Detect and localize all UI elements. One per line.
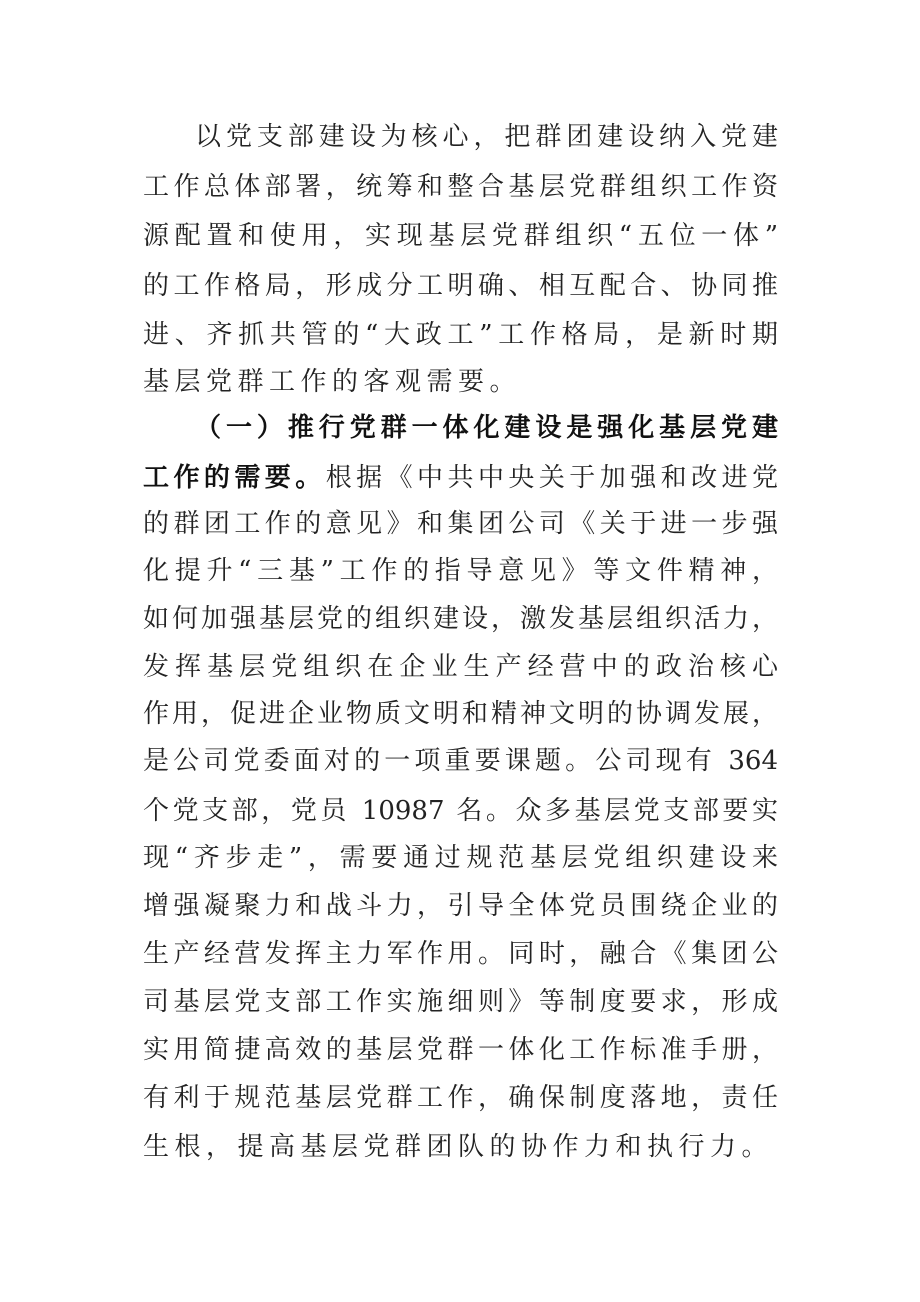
section-1-line-12: 生产经营发挥主力军作用。同时，融合《集团公 <box>143 939 778 969</box>
section-1-line-14: 实用简捷高效的基层党群一体化工作标准手册， <box>143 1035 778 1065</box>
section-1-line-13: 司基层党支部工作实施细则》等制度要求，形成 <box>143 987 778 1017</box>
section-1-heading-end: 工作的需要。 <box>143 463 326 493</box>
paragraph-1-line-6: 基层党群工作的客观需要。 <box>143 367 522 397</box>
paragraph-1-line-3: 源配置和使用，实现基层党群组织“五位一体” <box>143 221 778 251</box>
section-1-line-3: 的群团工作的意见》和集团公司《关于进一步强 <box>143 509 778 539</box>
section-1-line-2 <box>143 453 778 503</box>
paragraph-1-line-2: 工作总体部署，统筹和整合基层党群组织工作资 <box>143 172 778 202</box>
section-1-line-15: 有利于规范基层党群工作，确保制度落地，责任 <box>143 1083 778 1113</box>
paragraph-1-line-4: 的工作格局，形成分工明确、相互配合、协同推 <box>143 271 778 301</box>
paragraph-1-line-5: 进、齐抓共管的“大政工”工作格局，是新时期 <box>143 320 778 350</box>
section-1-line-6: 发挥基层党组织在企业生产经营中的政治核心 <box>143 652 778 682</box>
section-1-line-16: 生根，提高基层党群团队的协作力和执行力。 <box>143 1132 774 1162</box>
section-1-line-7: 作用，促进企业物质文明和精神文明的协调发展， <box>143 699 778 729</box>
section-1-line-8: 是公司党委面对的一项重要课题。公司现有 364 <box>143 746 778 776</box>
section-1-line-2-text: 根据《中共中央关于加强和改进党 <box>325 463 778 493</box>
section-1-line-10: 现“齐步走”，需要通过规范基层党组织建设来 <box>143 843 778 873</box>
section-1-heading: （一）推行党群一体化建设是强化基层党建 <box>195 413 778 443</box>
paragraph-1-line-1: 以党支部建设为核心，把群团建设纳入党建 <box>195 122 778 152</box>
section-1-line-9: 个党支部，党员 10987 名。众多基层党支部要实 <box>143 796 778 826</box>
section-1-line-11: 增强凝聚力和战斗力，引导全体党员围绕企业的 <box>143 891 778 921</box>
section-1-line-5: 如何加强基层党的组织建设，激发基层组织活力， <box>143 604 778 634</box>
section-1-line-4: 化提升“三基”工作的指导意见》等文件精神， <box>143 556 778 586</box>
